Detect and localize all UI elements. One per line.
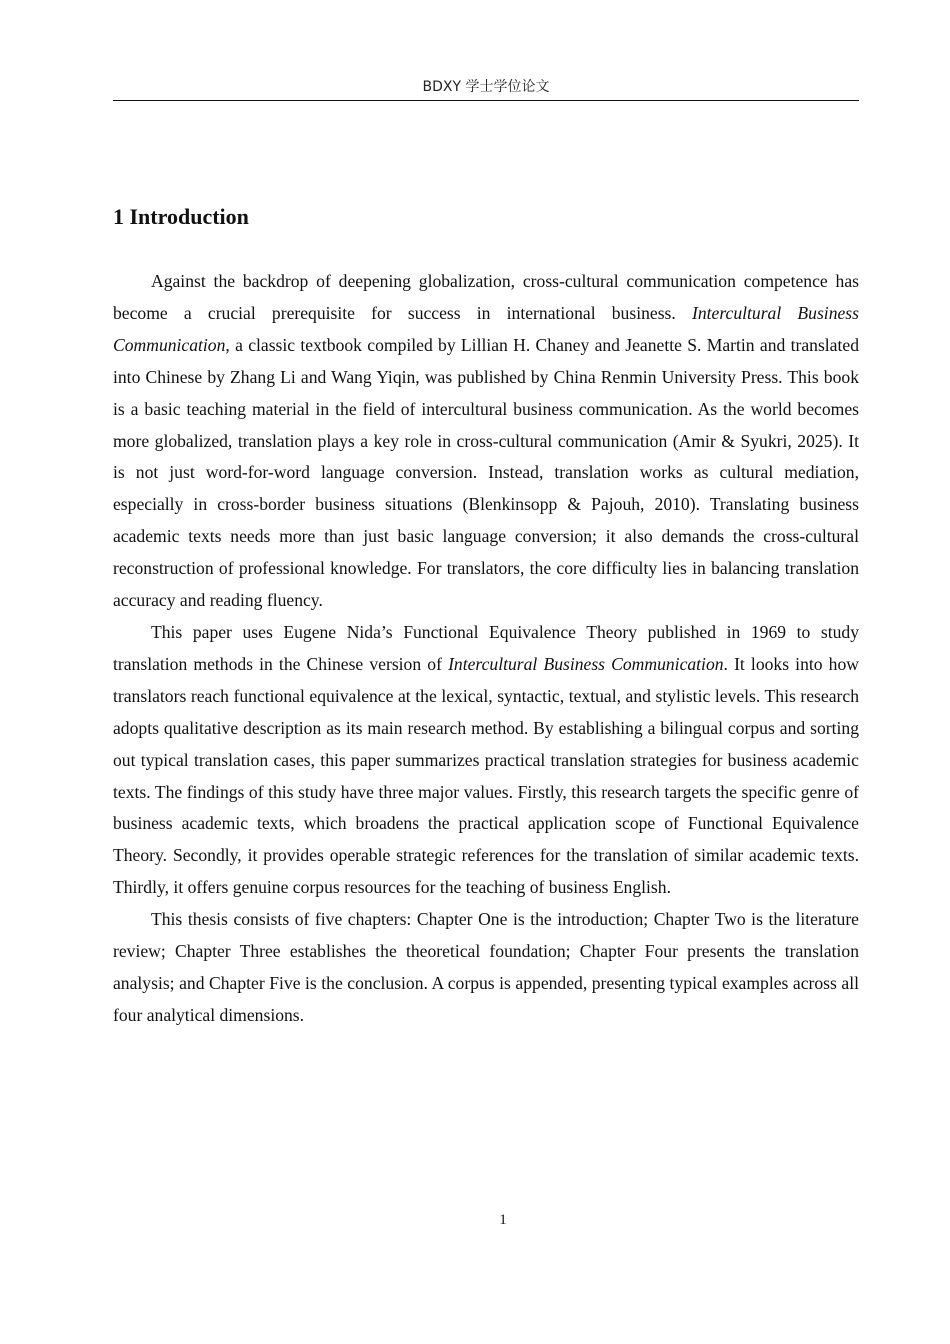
paragraph-3-text-1: This thesis consists of five chapters: Chapter One is the introduction; Chapter Two is the literature review; Chapter Three establishes the theoretical foundation; Chapter Four presents the translation analysis; and Chapter Five is the conclusion. A corpus is appended, presenting typical examples across all four analytical dimensions. [113, 909, 859, 1025]
paragraph-1-text-1: Against the backdrop of deepening globalization, cross-cultural communication competence has become a crucial prerequisite for success in international business. [113, 271, 859, 323]
paragraph-2-text-1: This paper uses Eugene Nida’s Functional Equivalence Theory published in 1969 to study translation methods in the Chinese version of [113, 621, 859, 674]
paragraph-2-book-title: Intercultural Business Communication [448, 653, 724, 674]
page-number: 1 [499, 1212, 507, 1228]
paragraph-3 [113, 904, 859, 1032]
chapter-title: 1 Introduction [113, 204, 249, 229]
paragraph-1 [113, 266, 859, 617]
running-header: BDXY 学士学位论文 [422, 79, 550, 95]
paragraph-2 [113, 617, 859, 904]
paragraph-1-text-2: , a classic textbook compiled by Lillian H. Chaney and Jeanette S. Martin and translated into Chinese by Zhang Li and Wang Yiqin, was published by China Renmin University Press. This book is a basic teaching material in the field of intercultural business communication. As the world becomes more globalized, translation plays a key role in cross-cultural communication (Amir & Syukri, 2025). It is not just word-for-word language conversion. Instead, translation works as cultural mediation, especially in cross-border business situations (Blenkinsopp & Pajouh, 2010). Translating business academic texts needs more than just basic language conversion; it also demands the cross-cultural reconstruction of professional knowledge. For translators, the core difficulty lies in balancing translation accuracy and reading fluency. [113, 334, 859, 611]
paragraph-1-book-title: Intercultural Business Communication [113, 302, 859, 355]
header-rule [113, 100, 859, 101]
body-text [113, 266, 859, 1032]
paragraph-2-text-2: . It looks into how translators reach functional equivalence at the lexical, syntactic, textual, and stylistic levels. This research adopts qualitative description as its main research method. By establishing a bilingual corpus and sorting out typical translation cases, this paper summarizes practical translation strategies for business academic texts. The findings of this study have three major values. Firstly, this research targets the specific genre of business academic texts, which broadens the practical application scope of Functional Equivalence Theory. Secondly, it provides operable strategic references for the translation of similar academic texts. Thirdly, it offers genuine corpus resources for the teaching of business English. [113, 653, 859, 898]
